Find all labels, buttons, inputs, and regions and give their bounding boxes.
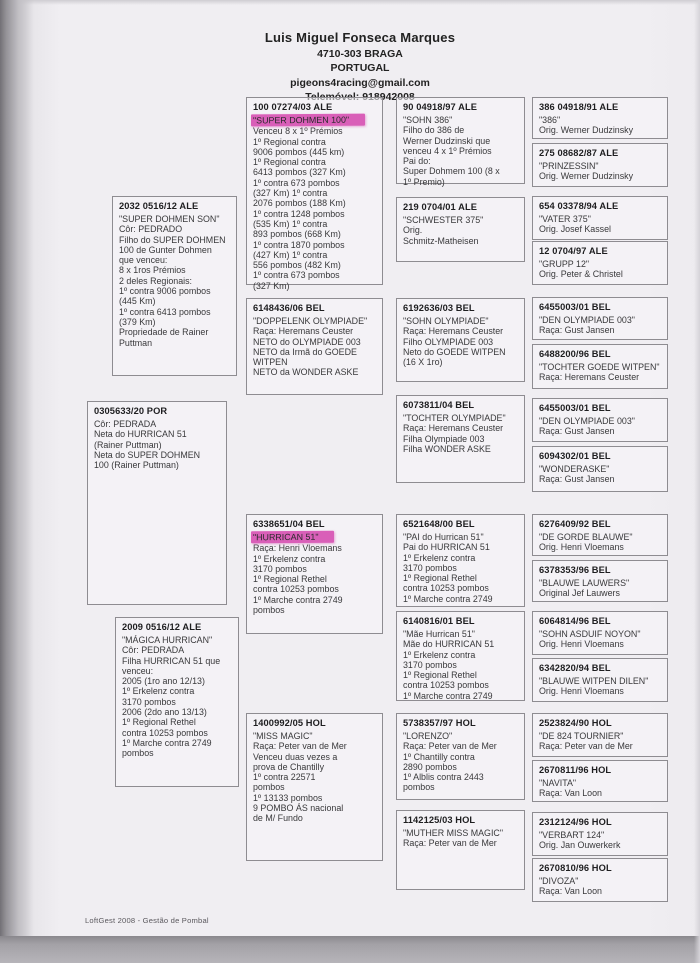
pedigree-box bbox=[532, 611, 668, 655]
ring-number: 2523824/90 HOL bbox=[539, 718, 612, 728]
pedigree-line: 3170 pombos bbox=[403, 562, 457, 573]
pedigree-line: "PAI do Hurrican 51" bbox=[403, 532, 484, 542]
pedigree-line: "MÁGICA HURRICAN" bbox=[122, 635, 213, 645]
pedigree-box bbox=[532, 560, 668, 602]
pedigree-line: que venceu: bbox=[119, 255, 168, 266]
loft-header bbox=[160, 30, 560, 103]
pedigree-line: "SOHN OLYMPIADE" bbox=[403, 316, 489, 326]
ring-number: 6342820/94 BEL bbox=[539, 663, 611, 673]
pedigree-line: Filha HURRICAN 51 que bbox=[122, 655, 221, 666]
ring-number: 654 03378/94 ALE bbox=[539, 201, 619, 211]
pedigree-line: 1º Regional contra bbox=[253, 136, 326, 147]
pedigree-line: Raça: Heremans Ceuster bbox=[403, 326, 504, 337]
pedigree-line: 1º Marche contra 2749 bbox=[253, 594, 343, 605]
pedigree-line: 1º Regional Rethel bbox=[403, 573, 477, 584]
pedigree-line: Orig. bbox=[403, 225, 423, 236]
pedigree-line: Pai do: bbox=[403, 156, 431, 167]
pedigree-line: Raça: Van Loon bbox=[539, 886, 602, 897]
scan-edge-right bbox=[694, 0, 700, 963]
pedigree-line: "DOPPELENK OLYMPIADE" bbox=[253, 316, 368, 326]
pedigree-line: (Rainer Puttman) bbox=[94, 439, 162, 450]
pedigree-line: 2 deles Regionais: bbox=[119, 275, 193, 286]
pedigree-line: (327 Km) 1º contra bbox=[253, 188, 328, 199]
pedigree-line: 9 POMBO ÁS nacional bbox=[253, 803, 344, 814]
pedigree-line: 2005 (1ro ano 12/13) bbox=[122, 676, 205, 687]
scan-edge-top bbox=[0, 0, 700, 5]
pedigree-line: "SOHN 386" bbox=[403, 115, 453, 125]
pedigree-box bbox=[532, 858, 668, 902]
ring-number: 6455003/01 BEL bbox=[539, 403, 611, 413]
pedigree-box bbox=[87, 401, 227, 605]
pedigree-box bbox=[532, 143, 668, 187]
pedigree-line: Côr: PEDRADA bbox=[122, 645, 185, 656]
pedigree-line: Raça: Peter van de Mer bbox=[539, 741, 633, 752]
pedigree-line: Raça: Gust Jansen bbox=[539, 325, 615, 336]
pedigree-line: venceu: bbox=[122, 665, 154, 676]
ring-number: 6140816/01 BEL bbox=[403, 616, 475, 626]
pedigree-line: 9006 pombos (445 km) bbox=[253, 146, 345, 157]
ring-number: 12 0704/97 ALE bbox=[539, 246, 608, 256]
pedigree-line: (535 Km) 1º contra bbox=[253, 218, 328, 229]
pedigree-box bbox=[532, 297, 668, 340]
pedigree-line: contra 10253 pombos bbox=[253, 584, 339, 595]
pedigree-line: Original Jef Lauwers bbox=[539, 588, 620, 599]
ring-number: 6488200/96 BEL bbox=[539, 349, 611, 359]
pedigree-line: pombos bbox=[253, 782, 285, 793]
pedigree-line: Filho do SUPER DOHMEN bbox=[119, 234, 226, 245]
pedigree-line: 1º Regional contra bbox=[253, 157, 326, 168]
pigeon-name-highlighted: "HURRICAN 51" bbox=[251, 531, 334, 544]
pedigree-line: "SCHWESTER 375" bbox=[403, 215, 484, 225]
pedigree-box bbox=[532, 97, 668, 139]
pedigree-box bbox=[532, 658, 668, 702]
pedigree-line: "TOCHTER GOEDE WITPEN" bbox=[539, 362, 660, 372]
pedigree-line: Pai do HURRICAN 51 bbox=[403, 542, 490, 553]
pedigree-line: Orig. Henri Vloemans bbox=[539, 542, 624, 553]
pedigree-line: "GRUPP 12" bbox=[539, 259, 590, 269]
pedigree-line: "SUPER DOHMEN SON" bbox=[119, 214, 220, 224]
pedigree-line: "DE 824 TOURNIER" bbox=[539, 731, 624, 741]
ring-number: 6073811/04 BEL bbox=[403, 400, 475, 410]
pedigree-line: (445 Km) bbox=[119, 296, 156, 307]
owner-name: Luis Miguel Fonseca Marques bbox=[264, 30, 456, 45]
pedigree-line: pombos bbox=[253, 605, 285, 616]
ring-number: 2670811/96 HOL bbox=[539, 765, 612, 775]
pedigree-line: 1º Premio) bbox=[403, 176, 445, 187]
pedigree-line: NETO do OLYMPIADE 003 bbox=[253, 336, 361, 347]
pedigree-line: Neta do HURRICAN 51 bbox=[94, 429, 187, 440]
ring-number: 6276409/92 BEL bbox=[539, 519, 611, 529]
pedigree-box bbox=[532, 196, 668, 240]
pedigree-line: 1º contra 1870 pombos bbox=[253, 239, 345, 250]
pedigree-line: Venceu 8 x 1º Prémios bbox=[253, 126, 343, 137]
pedigree-line: 1º Marche contra 2749 bbox=[403, 690, 493, 701]
pedigree-line: 1º contra 22571 bbox=[253, 772, 316, 783]
pedigree-line: 3170 pombos bbox=[253, 563, 307, 574]
pedigree-box bbox=[246, 713, 383, 861]
pedigree-line: 1º Regional Rethel bbox=[122, 717, 196, 728]
pedigree-box bbox=[396, 810, 525, 890]
pedigree-line: Raça: Peter van de Mer bbox=[403, 741, 497, 752]
pedigree-line: "SOHN ASDUIF NOYON" bbox=[539, 629, 641, 639]
pedigree-line: 1º contra 673 pombos bbox=[253, 177, 340, 188]
pedigree-line: venceu 4 x 1º Prémios bbox=[403, 145, 492, 156]
ring-number: 6455003/01 BEL bbox=[539, 302, 611, 312]
ring-number: 100 07274/03 ALE bbox=[253, 102, 333, 112]
ring-number: 6064814/96 BEL bbox=[539, 616, 611, 626]
pedigree-line: 1º Erkelenz contra bbox=[403, 552, 476, 563]
pedigree-line: "DEN OLYMPIADE 003" bbox=[539, 315, 635, 325]
pedigree-box bbox=[112, 196, 237, 376]
pedigree-box bbox=[532, 344, 668, 389]
pedigree-line: NETO da WONDER ASKE bbox=[253, 367, 359, 378]
pedigree-box bbox=[396, 97, 525, 187]
pedigree-line: Raça: Heremans Ceuster bbox=[539, 372, 640, 383]
pedigree-line: Puttman bbox=[119, 337, 153, 348]
pedigree-line: WITPEN bbox=[253, 357, 288, 368]
ring-number: 6094302/01 BEL bbox=[539, 451, 611, 461]
pedigree-line: "VERBART 124" bbox=[539, 830, 605, 840]
pedigree-line: Raça: Peter van de Mer bbox=[403, 838, 497, 849]
pedigree-box bbox=[532, 241, 668, 285]
pedigree-box bbox=[246, 514, 383, 634]
pedigree-line: (327 Km) bbox=[253, 280, 290, 291]
pedigree-line: Raça: Van Loon bbox=[539, 788, 602, 799]
pedigree-line: "NAVITA" bbox=[539, 778, 577, 788]
pedigree-box bbox=[396, 713, 525, 800]
pedigree-line: 893 pombos (668 Km) bbox=[253, 229, 341, 240]
pedigree-line: 6413 pombos (327 Km) bbox=[253, 167, 346, 178]
ring-number: 2312124/96 HOL bbox=[539, 817, 612, 827]
ring-number: 6378353/96 BEL bbox=[539, 565, 611, 575]
pedigree-line: Filho OLYMPIADE 003 bbox=[403, 336, 494, 347]
pedigree-line: Raça: Gust Jansen bbox=[539, 426, 615, 437]
pedigree-line: contra 10253 pombos bbox=[403, 680, 489, 691]
pedigree-line: 100 de Gunter Dohmen bbox=[119, 244, 212, 255]
pedigree-line: 1º Alblis contra 2443 bbox=[403, 772, 484, 783]
pedigree-line: 8 x 1ros Prémios bbox=[119, 265, 186, 276]
pedigree-line: 1º contra 9006 pombos bbox=[119, 286, 211, 297]
owner-email: pigeons4racing@gmail.com bbox=[290, 76, 430, 89]
pedigree-line: 1º contra 673 pombos bbox=[253, 270, 340, 281]
pedigree-line: 1º Erkelenz contra bbox=[122, 686, 195, 697]
ring-number: 219 0704/01 ALE bbox=[403, 202, 478, 212]
pedigree-line: Schmitz-Matheisen bbox=[403, 235, 479, 246]
pedigree-box bbox=[532, 713, 668, 757]
pedigree-line: 1º Marche contra 2749 bbox=[122, 737, 212, 748]
pedigree-box bbox=[532, 514, 668, 556]
pedigree-line: "BLAUWE LAUWERS" bbox=[539, 578, 630, 588]
ring-number: 6521648/00 BEL bbox=[403, 519, 475, 529]
pedigree-box bbox=[532, 446, 668, 492]
pedigree-line: Filha WONDER ASKE bbox=[403, 443, 491, 454]
pedigree-line: "TOCHTER OLYMPIADE" bbox=[403, 413, 506, 423]
ring-number: 6148436/06 BEL bbox=[253, 303, 325, 313]
pedigree-line: de M/ Fundo bbox=[253, 813, 303, 824]
pedigree-box bbox=[246, 298, 383, 395]
pedigree-line: Raça: Henri Vloemans bbox=[253, 543, 342, 554]
pedigree-line: 1º 13133 pombos bbox=[253, 792, 323, 803]
pedigree-line: Raça: Heremans Ceuster bbox=[403, 423, 504, 434]
pedigree-line: Orig. Jan Ouwerkerk bbox=[539, 840, 621, 851]
pedigree-line: Orig. Henri Vloemans bbox=[539, 686, 624, 697]
ring-number: 90 04918/97 ALE bbox=[403, 102, 478, 112]
pedigree-line: NETO da Irmã do GOEDE bbox=[253, 346, 357, 357]
pedigree-line: (16 X 1ro) bbox=[403, 357, 443, 368]
pedigree-line: Raça: Heremans Ceuster bbox=[253, 326, 354, 337]
pedigree-line: Raça: Gust Jansen bbox=[539, 474, 615, 485]
pedigree-line: pombos bbox=[403, 782, 435, 793]
pedigree-box bbox=[396, 514, 525, 607]
pedigree-line: "DIVOZA" bbox=[539, 876, 579, 886]
ring-number: 1400992/05 HOL bbox=[253, 718, 326, 728]
pedigree-line: "Mãe Hurrican 51" bbox=[403, 629, 475, 639]
pedigree-line: "386" bbox=[539, 115, 561, 125]
pedigree-line: Orig. Josef Kassel bbox=[539, 224, 612, 235]
ring-number: 275 08682/87 ALE bbox=[539, 148, 619, 158]
pedigree-line: Raça: Peter van de Mer bbox=[253, 741, 347, 752]
owner-phone: 918942008 bbox=[362, 91, 415, 103]
pedigree-line: 1º Regional Rethel bbox=[403, 670, 477, 681]
pedigree-line: prova de Chantilly bbox=[253, 761, 325, 772]
pedigree-line: 100 (Rainer Puttman) bbox=[94, 460, 179, 471]
pedigree-line: Venceu duas vezes a bbox=[253, 751, 338, 762]
pedigree-line: Filha Olympiade 003 bbox=[403, 433, 485, 444]
pedigree-line: pombos bbox=[122, 748, 154, 759]
pedigree-line: "WONDERASKE" bbox=[539, 464, 610, 474]
ring-number: 386 04918/91 ALE bbox=[539, 102, 619, 112]
pedigree-line: Côr: PEDRADA bbox=[94, 419, 157, 429]
pedigree-line: "VATER 375" bbox=[539, 214, 591, 224]
pedigree-box bbox=[396, 395, 525, 483]
ring-number: 2670810/96 HOL bbox=[539, 863, 612, 873]
owner-country: PORTUGAL bbox=[330, 62, 390, 74]
pedigree-line: "PRINZESSIN" bbox=[539, 161, 599, 171]
software-credit: LoftGest 2008 - Gestão de Pombal bbox=[85, 916, 209, 925]
pedigree-box bbox=[532, 398, 668, 442]
pedigree-line: contra 10253 pombos bbox=[122, 727, 208, 738]
pedigree-line: 2890 pombos bbox=[403, 761, 457, 772]
pedigree-line: "DE GORDE BLAUWE" bbox=[539, 532, 633, 542]
pedigree-line: 3170 pombos bbox=[122, 696, 176, 707]
pedigree-line: 1º contra 1248 pombos bbox=[253, 208, 345, 219]
pedigree-box bbox=[396, 197, 525, 262]
ring-number: 2032 0516/12 ALE bbox=[119, 201, 199, 211]
pedigree-box bbox=[532, 760, 668, 802]
pedigree-line: 1º Marche contra 2749 bbox=[403, 593, 493, 604]
pedigree-line: 1º Erkelenz contra bbox=[403, 649, 476, 660]
pedigree-line: Werner Dudzinski que bbox=[403, 135, 491, 146]
pedigree-line: 1º contra 6413 pombos bbox=[119, 306, 211, 317]
scan-edge-bottom bbox=[0, 936, 700, 963]
pedigree-line: 556 pombos (482 Km) bbox=[253, 260, 341, 271]
pedigree-box bbox=[115, 617, 239, 787]
pedigree-line: (427 Km) 1º contra bbox=[253, 249, 328, 260]
pedigree-line: 1º Regional Rethel bbox=[253, 574, 327, 585]
scan-edge-left bbox=[0, 0, 34, 963]
pedigree-line: "MISS MAGIC" bbox=[253, 731, 313, 741]
pedigree-line: "BLAUWE WITPEN DILEN" bbox=[539, 676, 649, 686]
pedigree-line: Orig. Peter & Christel bbox=[539, 269, 623, 280]
pigeon-name-highlighted: "SUPER DOHMEN 100" bbox=[251, 114, 365, 127]
pedigree-line: Propriedade de Rainer bbox=[119, 327, 209, 338]
pedigree-box bbox=[532, 812, 668, 856]
pedigree-line: (379 Km) bbox=[119, 316, 156, 327]
pedigree-line: 2076 pombos (188 Km) bbox=[253, 198, 346, 209]
pedigree-box bbox=[396, 298, 525, 382]
ring-number: 6192636/03 BEL bbox=[403, 303, 475, 313]
owner-address: 4710-303 BRAGA bbox=[317, 47, 403, 60]
pedigree-line: Orig. Werner Dudzinsky bbox=[539, 125, 634, 136]
pedigree-line: contra 10253 pombos bbox=[403, 583, 489, 594]
pedigree-line: Neta do SUPER DOHMEN bbox=[94, 449, 201, 460]
pedigree-line: Super Dohmem 100 (8 x bbox=[403, 166, 500, 177]
ring-number: 5738357/97 HOL bbox=[403, 718, 476, 728]
pedigree-box bbox=[246, 97, 383, 291]
pedigree-line: "MUTHER MISS MAGIC" bbox=[403, 828, 503, 838]
pedigree-line: Côr: PEDRADO bbox=[119, 224, 183, 235]
ring-number: 2009 0516/12 ALE bbox=[122, 622, 202, 632]
pedigree-line: "LORENZO" bbox=[403, 731, 453, 741]
pedigree-line: Neto do GOEDE WITPEN bbox=[403, 346, 506, 357]
pedigree-line: 2006 (2do ano 13/13) bbox=[122, 707, 207, 718]
pedigree-line: Orig. Werner Dudzinsky bbox=[539, 171, 634, 182]
pedigree-line: Orig. Henri Vloemans bbox=[539, 639, 624, 650]
ring-number: 1142125/03 HOL bbox=[403, 815, 476, 825]
pedigree-line: 1º Erkelenz contra bbox=[253, 553, 326, 564]
pedigree-box bbox=[396, 611, 525, 701]
pedigree-line: "DEN OLYMPIADE 003" bbox=[539, 416, 635, 426]
pedigree-line: 3170 pombos bbox=[403, 659, 457, 670]
ring-number: 6338651/04 BEL bbox=[253, 519, 325, 529]
pedigree-line: Filho do 386 de bbox=[403, 125, 465, 136]
ring-number: 0305633/20 POR bbox=[94, 406, 168, 416]
pedigree-line: Mãe do HURRICAN 51 bbox=[403, 639, 495, 650]
pedigree-line: 1º Chantilly contra bbox=[403, 751, 475, 762]
